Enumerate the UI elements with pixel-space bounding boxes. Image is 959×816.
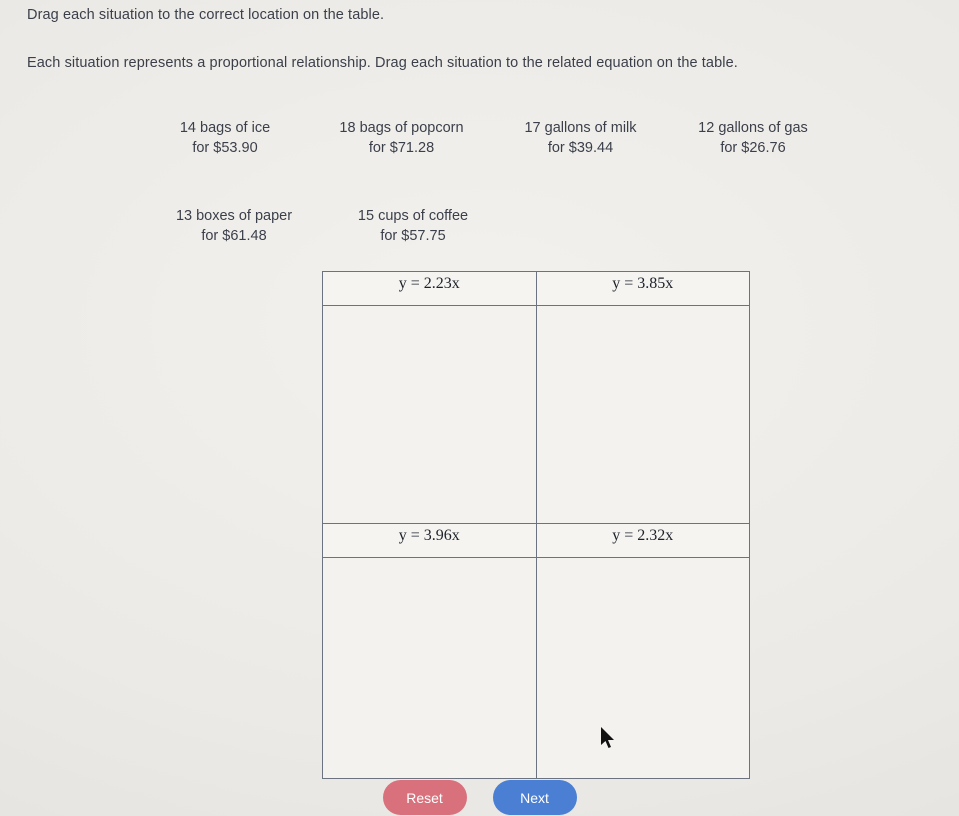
equation-header-row-2: [323, 524, 750, 558]
instruction-line-1: Drag each situation to the correct location on the table.: [27, 7, 385, 23]
equation-label-2: [536, 272, 750, 306]
equation-label-4-text: y = 2.32x: [612, 527, 674, 544]
situation-tile-coffee[interactable]: [328, 206, 498, 246]
situation-tile-coffee-line1: 15 cups of coffee: [357, 208, 469, 224]
situation-tile-gas[interactable]: [668, 118, 838, 158]
drop-zone-2[interactable]: [536, 306, 750, 524]
equation-header-row-1: [323, 272, 750, 306]
situation-tile-ice[interactable]: [140, 118, 310, 158]
equation-label-1-text: y = 2.23x: [398, 275, 460, 292]
situation-tile-milk-line1: 17 gallons of milk: [524, 120, 637, 136]
situation-tile-paper-line1: 13 boxes of paper: [175, 208, 293, 224]
action-buttons: [0, 780, 959, 815]
instruction-line-2: Each situation represents a proportional relationship. Drag each situation to the related equation on the table.: [27, 55, 738, 71]
equation-label-3: [323, 524, 537, 558]
equation-label-2-text: y = 3.85x: [612, 275, 674, 292]
situation-tile-gas-line1: 12 gallons of gas: [698, 120, 808, 136]
equation-label-1: [323, 272, 537, 306]
equation-table-wrapper: [322, 271, 750, 779]
equation-label-3-text: y = 3.96x: [398, 527, 460, 544]
situation-tile-popcorn-line1: 18 bags of popcorn: [339, 120, 464, 136]
situation-tile-ice-line2: for $53.90: [192, 140, 258, 156]
drop-zone-1[interactable]: [323, 306, 537, 524]
reset-button[interactable]: Reset: [383, 780, 467, 815]
situation-tile-gas-line2: for $26.76: [720, 140, 786, 156]
drop-zone-3[interactable]: [323, 558, 537, 779]
situation-tile-milk-line2: for $39.44: [547, 140, 614, 156]
situation-tile-popcorn-line2: for $71.28: [368, 140, 435, 156]
situation-tile-coffee-line2: for $57.75: [380, 228, 446, 244]
draggable-situations: [140, 118, 840, 246]
situation-tile-popcorn[interactable]: [310, 118, 493, 158]
drop-row-2: [323, 558, 750, 779]
situation-tile-paper-line2: for $61.48: [201, 228, 267, 244]
situation-row-2: [140, 206, 840, 246]
drop-row-1: [323, 306, 750, 524]
next-button[interactable]: Next: [493, 780, 577, 815]
situation-tile-ice-line1: 14 bags of ice: [179, 120, 271, 136]
equation-label-4: [536, 524, 750, 558]
situation-row-1: [140, 118, 840, 158]
drop-zone-4[interactable]: [536, 558, 750, 779]
situation-tile-milk[interactable]: [493, 118, 668, 158]
equation-table: [322, 271, 750, 779]
situation-tile-paper[interactable]: [140, 206, 328, 246]
